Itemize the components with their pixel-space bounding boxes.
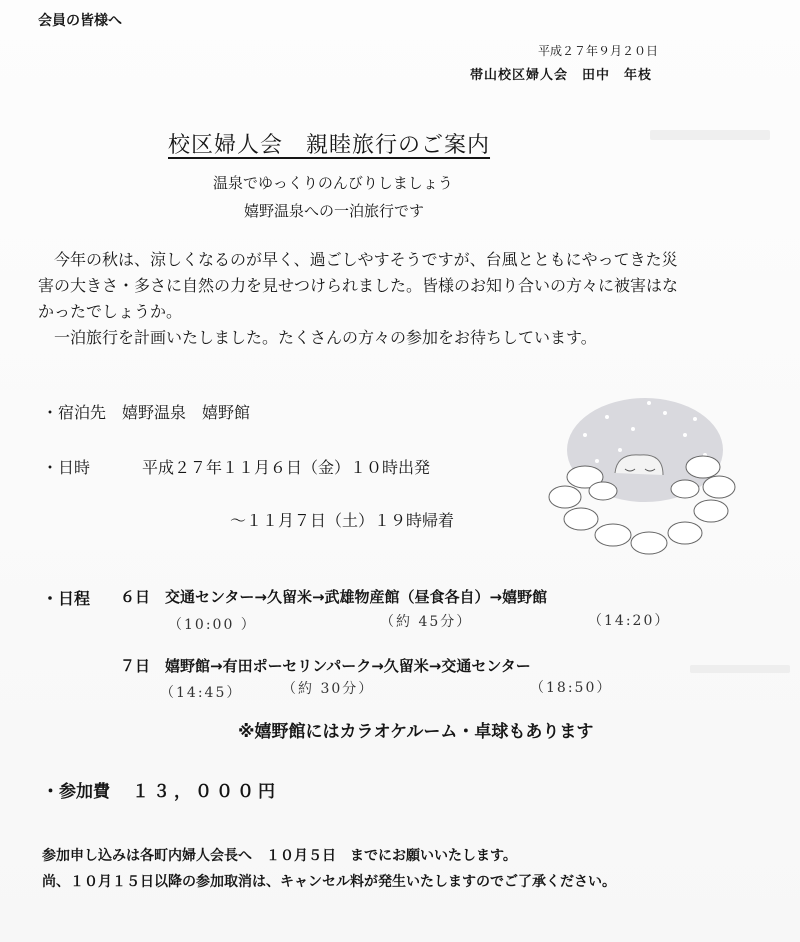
- datetime-depart: 平成２７年１１月６日（金）１０時出発: [142, 458, 431, 477]
- intro-paragraph: [38, 247, 678, 351]
- closing-line: 参加申し込みは各町内婦人会長へ １０月５日 までにお願いいたします。: [42, 848, 517, 864]
- handwritten-note: （18:50）: [530, 680, 613, 696]
- fee-item: [42, 777, 279, 802]
- lodging-item: ・宿泊先 嬉野温泉 嬉野館: [42, 403, 251, 422]
- handwritten-note: （14:20）: [588, 613, 671, 629]
- fee-amount: １３，０００円: [132, 782, 279, 802]
- datetime-item: [42, 455, 430, 478]
- hot-spring-illustration-icon: [545, 395, 745, 560]
- handwritten-note: （10:00 ）: [168, 617, 257, 633]
- fee-label: ・参加費: [42, 782, 110, 802]
- schedule-day7: ７日 嬉野館→有田ポーセリンパーク→久留米→交通センター: [120, 657, 531, 675]
- handwritten-note: （約 30分）: [282, 681, 375, 697]
- schedule-label: ・日程: [42, 589, 91, 608]
- subtitle-line: 温泉でゆっくりのんびりしましょう: [213, 174, 453, 192]
- document-date: 平成２７年９月２０日: [538, 44, 659, 58]
- greeting: 会員の皆様へ: [38, 13, 122, 29]
- page-title: 校区婦人会 親睦旅行のご案内: [168, 133, 491, 158]
- paragraph: 一泊旅行を計画いたしました。たくさんの方々の参加をお待ちしています。: [54, 328, 597, 347]
- schedule-day6: ６日 交通センター→久留米→武雄物産館（昼食各自）→嬉野館: [120, 588, 548, 606]
- closing-line: 尚、１０月１５日以降の参加取消は、キャンセル料が発生いたしますのでご了承ください。: [42, 874, 616, 890]
- paragraph: 今年の秋は、涼しくなるのが早く、過ごしやすそうですが、台風とともにやってきた災害の大きさ・多さに自然の力を見せつけられました。皆様のお知り合いの方々に被害はなかったでしょうか。: [38, 250, 679, 321]
- datetime-return: ～１１月７日（土）１９時帰着: [230, 511, 455, 530]
- sender-name: 帯山校区婦人会 田中 年枝: [470, 68, 653, 83]
- closing-text: [42, 843, 682, 895]
- bleed-through: [650, 130, 770, 140]
- datetime-label: ・日時: [42, 458, 91, 477]
- handwritten-note: （約 45分）: [380, 614, 473, 630]
- handwritten-note: （14:45）: [160, 685, 243, 701]
- subtitle-line: 嬉野温泉への一泊旅行です: [244, 202, 425, 220]
- bleed-through: [690, 665, 790, 673]
- facility-notice: ※嬉野館にはカラオケルーム・卓球もあります: [238, 722, 594, 742]
